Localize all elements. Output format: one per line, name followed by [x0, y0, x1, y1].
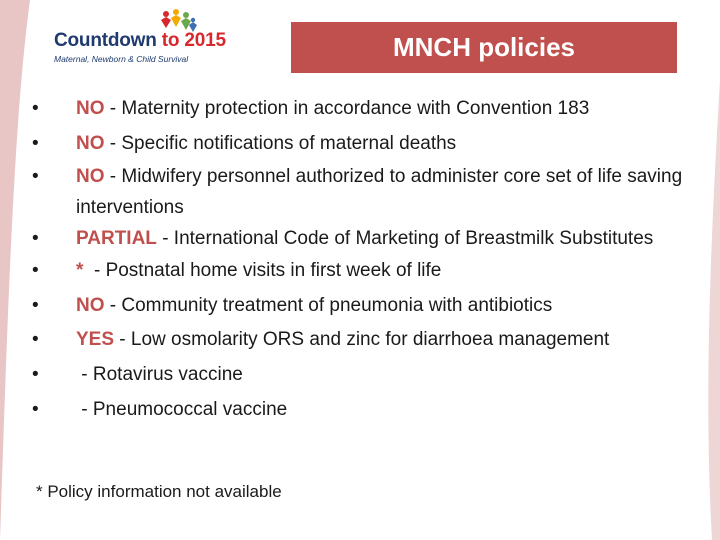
bullet-icon: • — [32, 294, 39, 316]
list-item — [28, 223, 708, 254]
policy-text: - International Code of Marketing of Breastmilk Substitutes — [156, 228, 654, 250]
logo-wordmark — [54, 30, 226, 52]
bullet-icon: • — [32, 98, 39, 119]
list-item — [28, 323, 708, 358]
bullet-icon: • — [32, 329, 39, 351]
countdown-logo — [50, 8, 226, 68]
list-item — [28, 127, 708, 162]
policy-status: YES — [76, 329, 115, 351]
list-item — [28, 289, 708, 324]
policy-status: PARTIAL — [76, 228, 157, 250]
list-item — [28, 161, 708, 223]
list-item — [28, 393, 708, 428]
policy-status: NO — [76, 98, 105, 119]
bullet-icon: • — [32, 398, 39, 420]
logo-subtitle: Maternal, Newborn & Child Survival — [54, 54, 189, 64]
page-title: MNCH policies — [392, 32, 576, 62]
policy-status: NO — [76, 166, 105, 188]
policy-text: - Community treatment of pneumonia with antibiotics — [104, 294, 553, 316]
policy-status: NO — [76, 132, 105, 154]
policy-status: * — [76, 260, 84, 282]
logo-name: Countdown — [54, 30, 162, 51]
list-item — [28, 92, 708, 127]
bullet-icon: • — [32, 132, 39, 154]
policy-text: - Pneumococcal vaccine — [76, 398, 288, 420]
policy-text: - Postnatal home visits in first week of life — [83, 260, 442, 282]
bullet-icon: • — [32, 228, 39, 250]
footnote: * Policy information not available — [36, 482, 282, 501]
title-banner — [291, 22, 677, 73]
policy-text: - Maternity protection in accordance with Convention 183 — [104, 98, 590, 119]
list-item — [28, 254, 708, 289]
policy-text: - Rotavirus vaccine — [76, 363, 243, 385]
policy-list — [28, 92, 708, 427]
logo-year: to 2015 — [161, 30, 226, 51]
bullet-icon: • — [32, 363, 39, 385]
policy-text: - Midwifery personnel authorized to administer core set of life saving interventions — [76, 166, 683, 219]
list-item — [28, 358, 708, 393]
policy-text: - Specific notifications of maternal deaths — [104, 132, 457, 154]
bullet-icon: • — [32, 166, 39, 188]
policy-text: - Low osmolarity ORS and zinc for diarrhoea management — [114, 329, 610, 351]
bullet-icon: • — [32, 260, 39, 282]
policy-status: NO — [76, 294, 105, 316]
